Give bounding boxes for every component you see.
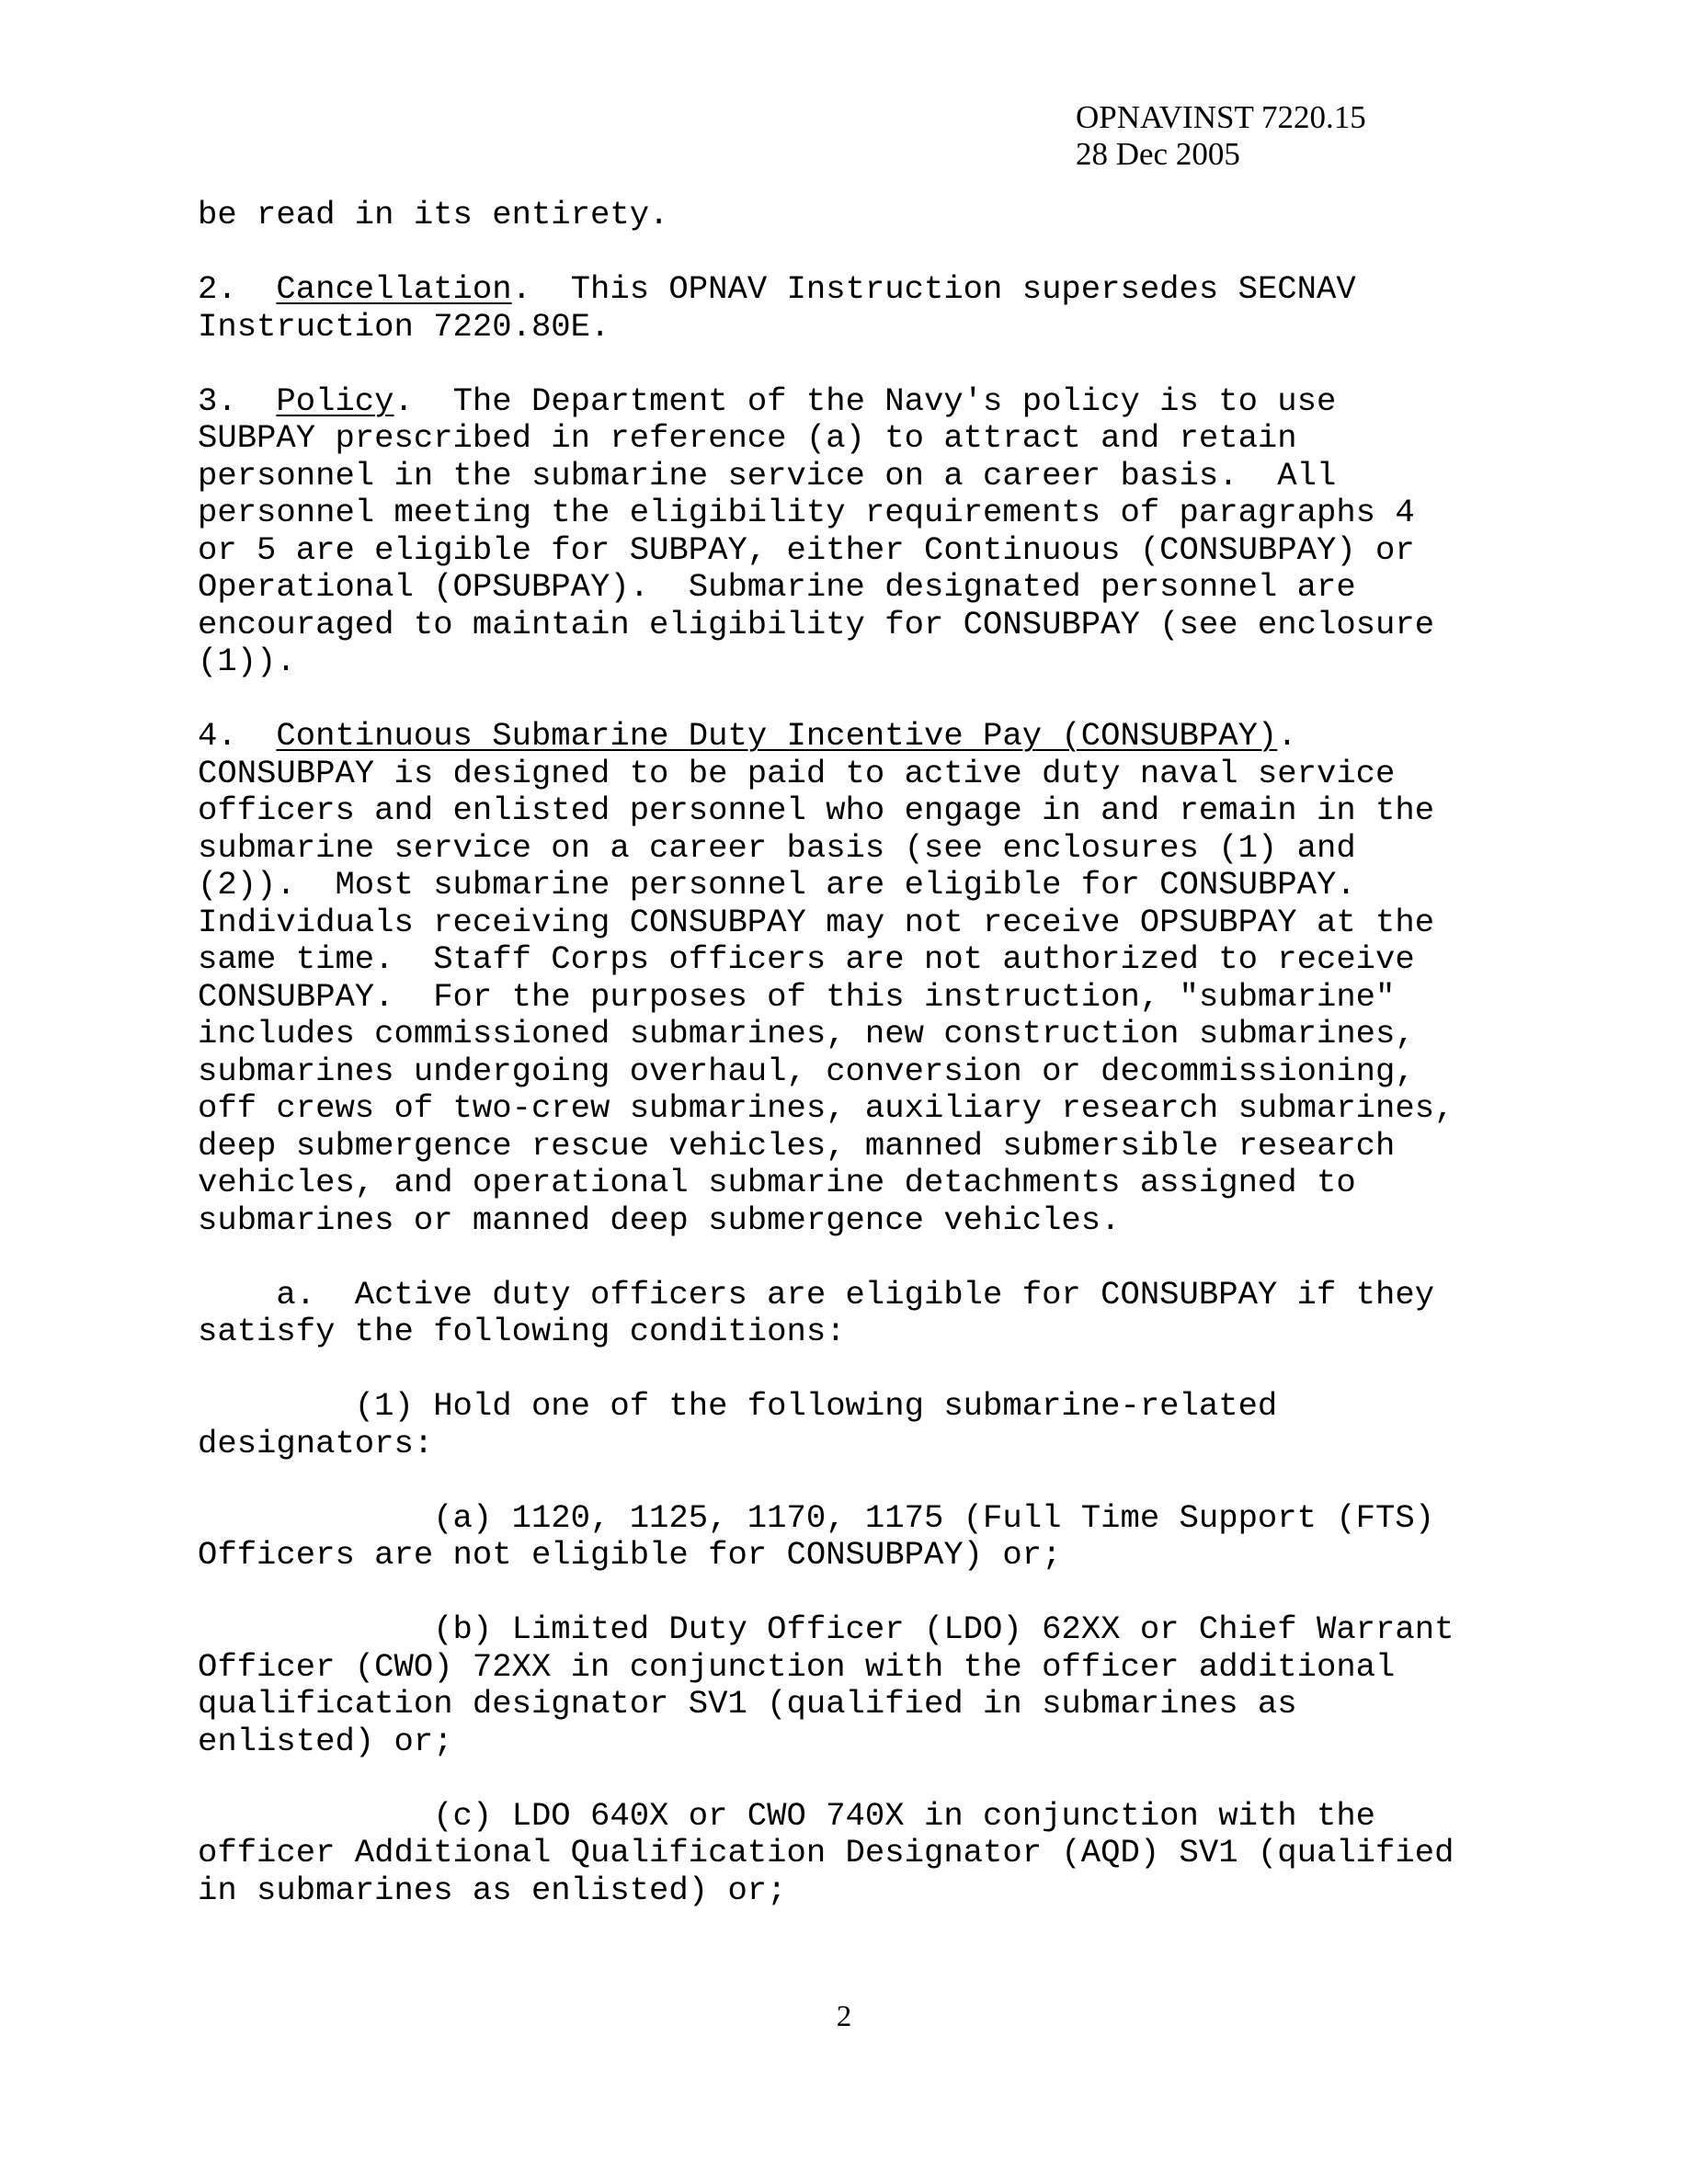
section-heading-line xyxy=(198,271,1454,309)
text-line: enlisted) or; xyxy=(198,1722,453,1760)
text-line: personnel meeting the eligibility requirements of paragraphs 4 xyxy=(198,494,1415,531)
blank-line xyxy=(198,1760,1454,1798)
text-line: Instruction 7220.80E. xyxy=(198,307,610,346)
section-prefix: 3. xyxy=(198,381,277,420)
text-line: SUBPAY prescribed in reference (a) to attract and retain xyxy=(198,419,1297,457)
section-title: Cancellation xyxy=(276,270,512,308)
text-line: (1) Hold one of the following submarine-related xyxy=(198,1387,1278,1425)
text-line: designators: xyxy=(198,1424,434,1462)
text-line: officers and enlisted personnel who engage in and remain in the xyxy=(198,791,1435,829)
section-suffix: . The Department of the Navy's policy is to use xyxy=(393,381,1337,420)
text-line: vehicles, and operational submarine detachments assigned to xyxy=(198,1164,1356,1201)
text-line: encouraged to maintain eligibility for CONSUBPAY (see enclosure xyxy=(198,605,1435,643)
document-body xyxy=(198,197,1454,1909)
text-line: personnel in the submarine service on a career basis. All xyxy=(198,456,1337,495)
blank-line xyxy=(198,1239,1454,1277)
text-line: submarines or manned deep submergence vehicles. xyxy=(198,1200,1121,1239)
text-line: (c) LDO 640X or CWO 740X in conjunction with the xyxy=(198,1796,1376,1835)
text-line: same time. Staff Corps officers are not authorized to receive xyxy=(198,940,1415,978)
text-line: Individuals receiving CONSUBPAY may not receive OPSUBPAY at the xyxy=(198,903,1435,941)
text-line: submarines undergoing overhaul, conversion or decommissioning, xyxy=(198,1052,1415,1090)
text-line: CONSUBPAY is designed to be paid to active duty naval service xyxy=(198,754,1396,792)
page-number: 2 xyxy=(836,2000,852,2033)
text-line: includes commissioned submarines, new construction submarines, xyxy=(198,1015,1415,1052)
text-line: be read in its entirety. xyxy=(198,196,669,233)
text-line: qualification designator SV1 (qualified in submarines as xyxy=(198,1685,1297,1723)
text-line: Operational (OPSUBPAY). Submarine designated personnel are xyxy=(198,568,1356,606)
section-title: Continuous Submarine Duty Incentive Pay (CONSUBPAY) xyxy=(276,717,1278,755)
text-line: in submarines as enlisted) or; xyxy=(198,1871,787,1909)
blank-line xyxy=(198,234,1454,272)
document-number: OPNAVINST 7220.15 xyxy=(1076,99,1366,135)
text-line: off crews of two-crew submarines, auxiliary research submarines, xyxy=(198,1089,1454,1127)
text-line: Officer (CWO) 72XX in conjunction with the officer additional xyxy=(198,1647,1396,1686)
blank-line xyxy=(198,681,1454,719)
text-line: or 5 are eligible for SUBPAY, either Continuous (CONSUBPAY) or xyxy=(198,530,1415,569)
section-title: Policy xyxy=(276,381,394,420)
text-line: a. Active duty officers are eligible for CONSUBPAY if they xyxy=(198,1275,1435,1314)
document-date: 28 Dec 2005 xyxy=(1076,136,1240,172)
text-line: (a) 1120, 1125, 1170, 1175 (Full Time Support (FTS) xyxy=(198,1498,1435,1537)
text-line: (b) Limited Duty Officer (LDO) 62XX or Chief Warrant xyxy=(198,1610,1454,1648)
blank-line xyxy=(198,1462,1454,1500)
section-heading-line xyxy=(198,718,1454,756)
text-line: (2)). Most submarine personnel are eligible for CONSUBPAY. xyxy=(198,866,1356,904)
blank-line xyxy=(198,1575,1454,1612)
section-prefix: 4. xyxy=(198,717,277,755)
text-line: deep submergence rescue vehicles, manned submersible research xyxy=(198,1126,1396,1165)
text-line: submarine service on a career basis (see enclosures (1) and xyxy=(198,828,1356,867)
text-line: officer Additional Qualification Designator (AQD) SV1 (qualified xyxy=(198,1834,1454,1871)
text-line: Officers are not eligible for CONSUBPAY) or; xyxy=(198,1536,1062,1574)
text-line: CONSUBPAY. For the purposes of this instruction, "submarine" xyxy=(198,977,1396,1016)
section-suffix: . This OPNAV Instruction supersedes SECNAV xyxy=(511,270,1356,308)
text-line: satisfy the following conditions: xyxy=(198,1313,846,1350)
blank-line xyxy=(198,1351,1454,1389)
text-line: (1)). xyxy=(198,643,296,680)
section-prefix: 2. xyxy=(198,270,277,308)
section-suffix: . xyxy=(1277,717,1297,755)
section-heading-line xyxy=(198,383,1454,421)
blank-line xyxy=(198,346,1454,383)
